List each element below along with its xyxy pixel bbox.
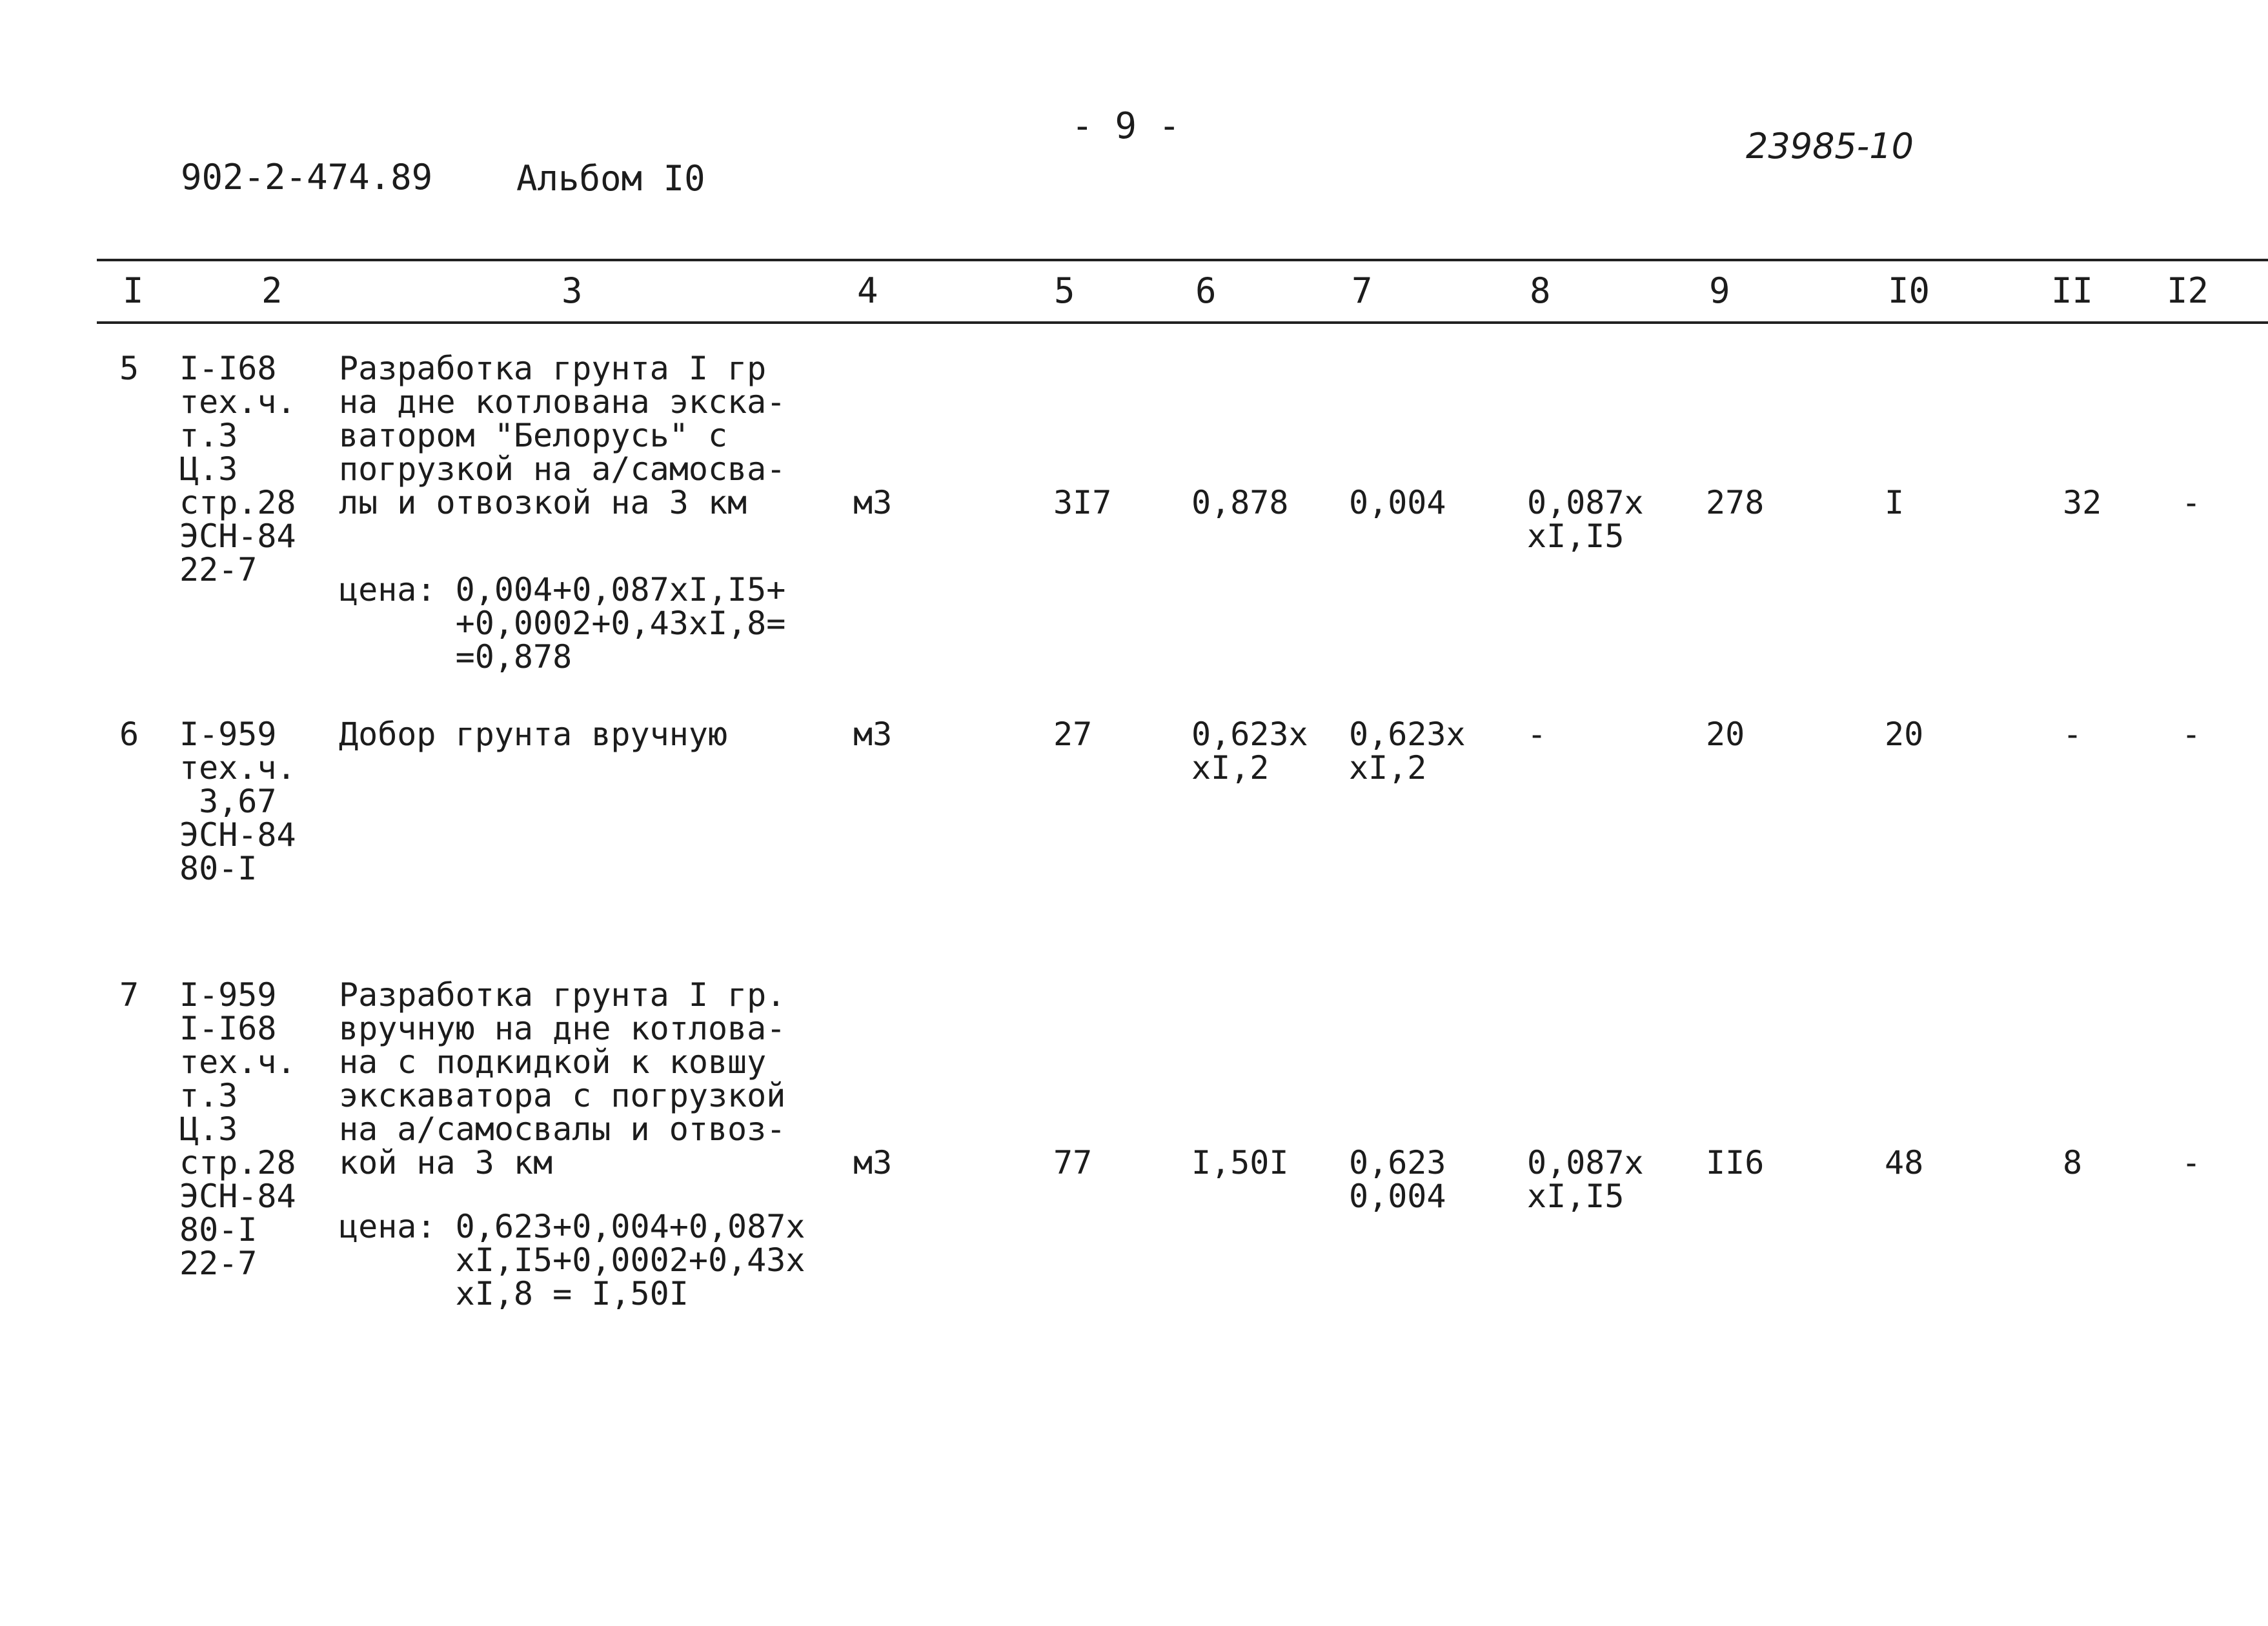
cell-line: т.3	[179, 417, 238, 454]
row-2-col12: -	[2182, 716, 2202, 753]
cell-line: тех.ч.	[179, 1043, 296, 1081]
row-3-col8	[1527, 1146, 1644, 1213]
cell-line: Ц.3	[179, 1110, 238, 1148]
page-number: - 9 -	[1071, 105, 1180, 147]
row-1-code	[179, 352, 296, 587]
cell-line: 0,004	[1349, 1178, 1446, 1215]
cell-line: тех.ч.	[179, 749, 296, 787]
row-1-unit: м3	[853, 484, 893, 521]
row-3-col11: 8	[2063, 1144, 2083, 1181]
reference-number: 23985-10	[1746, 126, 1914, 166]
cell-line: на с подкидкой к ковшу	[339, 1043, 767, 1081]
row-1-col8	[1527, 486, 1644, 553]
cell-line: на дне котлована экска-	[339, 383, 786, 421]
row-2-unit: м3	[853, 716, 893, 753]
column-header-3: 3	[562, 270, 583, 311]
column-header-1: I	[123, 270, 144, 311]
cell-line: хI,8 = I,50I	[339, 1274, 689, 1312]
cell-line: стр.28	[179, 484, 296, 521]
cell-line: 80-I	[179, 850, 258, 887]
cell-line: экскаватора с погрузкой	[339, 1077, 786, 1114]
table-header-rule	[97, 321, 2268, 324]
row-3-col7	[1349, 1146, 1446, 1213]
document-code: 902-2-474.89	[181, 157, 433, 197]
column-header-12: I2	[2167, 270, 2209, 311]
row-3-code	[179, 978, 296, 1280]
cell-line: хI,I5+0,0002+0,43х	[339, 1241, 805, 1279]
cell-line: цена: 0,004+0,087хI,I5+	[339, 571, 786, 609]
cell-line: Ц.3	[179, 450, 238, 488]
column-header-5: 5	[1054, 270, 1075, 311]
cell-line: I-I68	[179, 1010, 277, 1047]
column-header-10: I0	[1888, 270, 1930, 311]
cell-line: хI,2	[1191, 749, 1270, 787]
cell-line: цена: 0,623+0,004+0,087х	[339, 1207, 805, 1245]
cell-line: =0,878	[339, 638, 572, 676]
cell-line: -	[1527, 716, 1547, 753]
column-header-2: 2	[261, 270, 283, 311]
cell-line: тех.ч.	[179, 383, 296, 421]
cell-line: Разработка грунта I гр	[339, 350, 767, 387]
row-1-col12: -	[2182, 484, 2202, 521]
row-1-col11: 32	[2063, 484, 2102, 521]
row-2-number: 6	[119, 716, 139, 753]
table-top-rule	[97, 259, 2268, 261]
row-1-col9: 278	[1706, 484, 1765, 521]
row-3-col12: -	[2182, 1144, 2202, 1181]
row-1-col10: I	[1885, 484, 1905, 521]
row-2-col10: 20	[1885, 716, 1924, 753]
cell-line: 0,623х	[1191, 716, 1308, 753]
row-1-col7	[1349, 486, 1446, 519]
row-2-description	[339, 718, 727, 751]
cell-line: ЭСН-84	[179, 517, 296, 555]
cell-line: I-959	[179, 716, 277, 753]
column-header-8: 8	[1530, 270, 1551, 311]
row-1-col5: 3I7	[1053, 484, 1112, 521]
cell-line: хI,I5	[1527, 517, 1625, 555]
row-3-number: 7	[119, 976, 139, 1014]
column-header-7: 7	[1352, 270, 1373, 311]
row-3-col10: 48	[1885, 1144, 1924, 1181]
cell-line: 0,004	[1349, 484, 1446, 521]
cell-line: 0,087х	[1527, 484, 1644, 521]
row-2-col6	[1191, 718, 1308, 785]
row-3-price-formula	[339, 1207, 805, 1312]
row-1-number: 5	[119, 350, 139, 387]
cell-line: кой на 3 км	[339, 1144, 553, 1181]
cell-line: 0,623х	[1349, 716, 1466, 753]
cell-line: +0,0002+0,43хI,8=	[339, 605, 786, 643]
cell-line: Разработка грунта I гр.	[339, 976, 786, 1014]
row-1-col6	[1191, 486, 1289, 519]
row-3-description	[339, 978, 785, 1179]
cell-line: вручную на дне котлова-	[339, 1010, 786, 1047]
row-2-col5: 27	[1053, 716, 1093, 753]
cell-line: 22-7	[179, 1245, 258, 1282]
row-3-col5: 77	[1053, 1144, 1093, 1181]
row-1-price-formula	[339, 573, 785, 674]
cell-line: 0,623	[1349, 1144, 1446, 1181]
cell-line: ватором "Белорусь" с	[339, 417, 728, 454]
cell-line: на а/самосвалы и отвоз-	[339, 1110, 786, 1148]
cell-line: стр.28	[179, 1144, 296, 1181]
cell-line: ЭСН-84	[179, 816, 296, 854]
row-2-col7	[1349, 718, 1466, 785]
column-header-4: 4	[857, 270, 878, 311]
row-2-col9: 20	[1706, 716, 1745, 753]
cell-line: 0,087х	[1527, 1144, 1644, 1181]
row-3-col9: II6	[1706, 1144, 1765, 1181]
album-label: Альбом I0	[516, 158, 705, 199]
cell-line: погрузкой на а/самосва-	[339, 450, 786, 488]
row-2-col11: -	[2063, 716, 2083, 753]
column-header-11: II	[2051, 270, 2094, 311]
column-header-6: 6	[1195, 270, 1217, 311]
row-2-col8	[1527, 718, 1546, 751]
cell-line: хI,2	[1349, 749, 1427, 787]
cell-line: Добор грунта вручную	[339, 716, 728, 753]
cell-line: I,50I	[1191, 1144, 1289, 1181]
row-3-col6	[1191, 1146, 1289, 1179]
row-2-code	[179, 718, 296, 885]
cell-line: 0,878	[1191, 484, 1289, 521]
cell-line: 22-7	[179, 551, 258, 588]
row-1-description	[339, 352, 785, 519]
row-3-unit: м3	[853, 1144, 893, 1181]
cell-line: т.3	[179, 1077, 238, 1114]
column-header-9: 9	[1709, 270, 1730, 311]
cell-line: I-959	[179, 976, 277, 1014]
cell-line: I-I68	[179, 350, 277, 387]
cell-line: хI,I5	[1527, 1178, 1625, 1215]
cell-line: 80-I	[179, 1211, 258, 1249]
cell-line: 3,67	[179, 783, 277, 820]
cell-line: лы и отвозкой на 3 км	[339, 484, 747, 521]
cell-line: ЭСН-84	[179, 1178, 296, 1215]
